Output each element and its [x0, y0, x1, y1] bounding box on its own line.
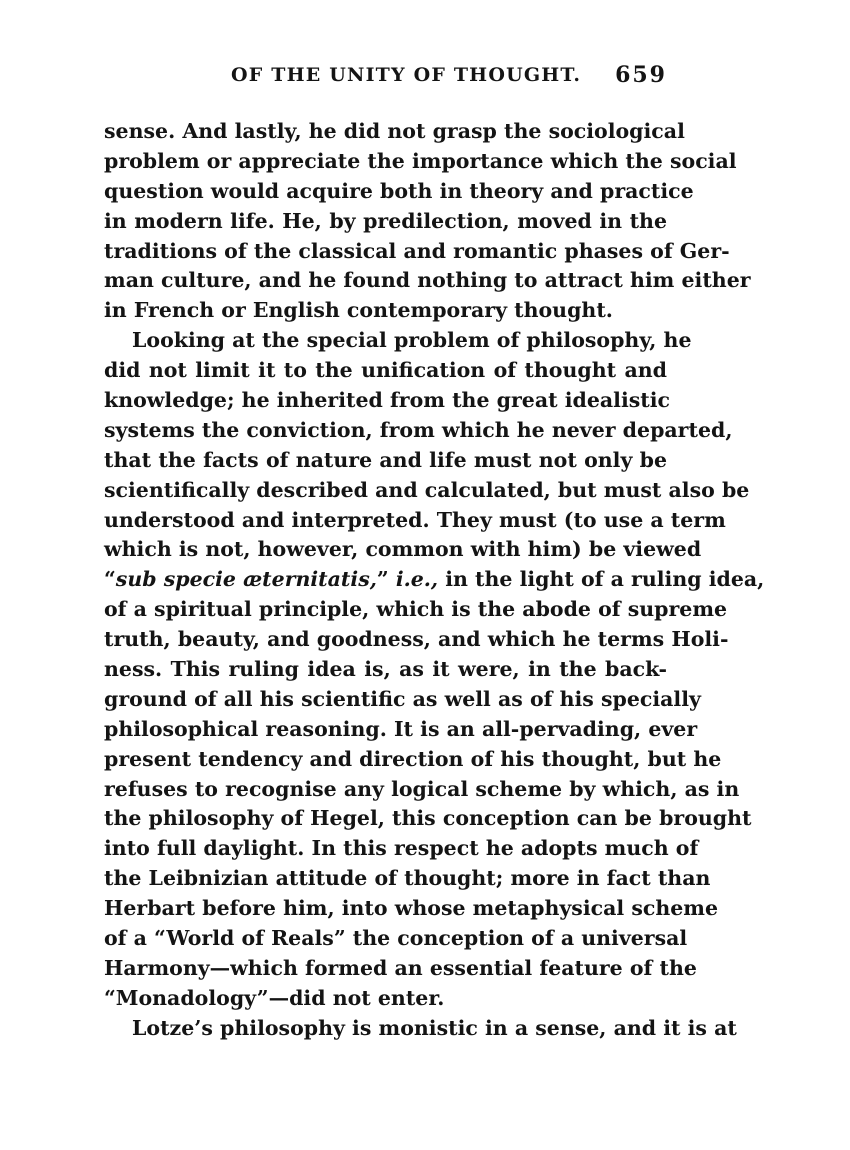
text-line: that the facts of nature and life must not only be — [104, 447, 667, 472]
text-line: ground of all his scientific as well as of his specially — [104, 686, 701, 711]
text-line: traditions of the classical and romantic phases of Ger- — [104, 238, 730, 263]
text-line: philosophical reasoning. It is an all-pervading, ever — [104, 716, 698, 741]
text-line: did not limit it to the unification of thought and — [104, 358, 667, 383]
text-line: scientifically described and calculated, but must also be — [104, 477, 750, 502]
open-quote: “ — [104, 567, 116, 592]
text-line: of a “World of Reals” the conception of a universal — [104, 926, 688, 951]
line-remainder: in the light of a ruling idea, — [438, 567, 765, 592]
text-line: into full daylight. In this respect he adopts much of — [104, 836, 699, 861]
text-line: sense. And lastly, he did not grasp the sociological — [104, 119, 685, 143]
text-line: the philosophy of Hegel, this conception can be brought — [104, 806, 752, 831]
text-line: in French or English contemporary thought. — [104, 298, 613, 323]
text-line: Herbart before him, into whose metaphysical scheme — [104, 896, 719, 921]
italic-abbreviation: i.e., — [395, 567, 439, 592]
text-line: “Monadology”—did not enter. — [104, 985, 445, 1010]
text-line: Looking at the special problem of philosophy, he — [132, 328, 692, 353]
close-quote: ” — [376, 567, 396, 592]
text-line: which is not, however, common with him) be viewed — [104, 537, 702, 562]
running-head: OF THE UNITY OF THOUGHT. — [231, 64, 582, 86]
text-line: understood and interpreted. They must (to use a term — [104, 507, 726, 532]
text-line: knowledge; he inherited from the great idealistic — [104, 388, 671, 413]
body-text — [104, 117, 765, 1044]
text-line: man culture, and he found nothing to attract him either — [104, 268, 751, 293]
text-line-with-italics — [104, 565, 765, 595]
text-line: truth, beauty, and goodness, and which he terms Holi- — [104, 627, 729, 652]
text-line: Harmony—which formed an essential feature of the — [104, 955, 697, 980]
text-line: Lotze’s philosophy is monistic in a sense, and it is at — [132, 1015, 737, 1040]
text-line: the Leibnizian attitude of thought; more in fact than — [104, 866, 711, 891]
page-number: 659 — [615, 62, 667, 88]
text-line: refuses to recognise any logical scheme by which, as in — [104, 776, 740, 801]
page-header — [104, 62, 667, 92]
text-line: present tendency and direction of his thought, but he — [104, 746, 722, 771]
text-line: of a spiritual principle, which is the abode of supreme — [104, 597, 728, 622]
text-line: in modern life. He, by predilection, moved in the — [104, 208, 667, 233]
text-line: question would acquire both in theory and practice — [104, 178, 694, 203]
text-line: systems the conviction, from which he never departed, — [104, 417, 733, 442]
italic-phrase: sub specie æternitatis, — [115, 567, 377, 592]
text-line: ness. This ruling idea is, as it were, in the back- — [104, 657, 667, 682]
text-line: problem or appreciate the importance which the social — [104, 148, 737, 173]
